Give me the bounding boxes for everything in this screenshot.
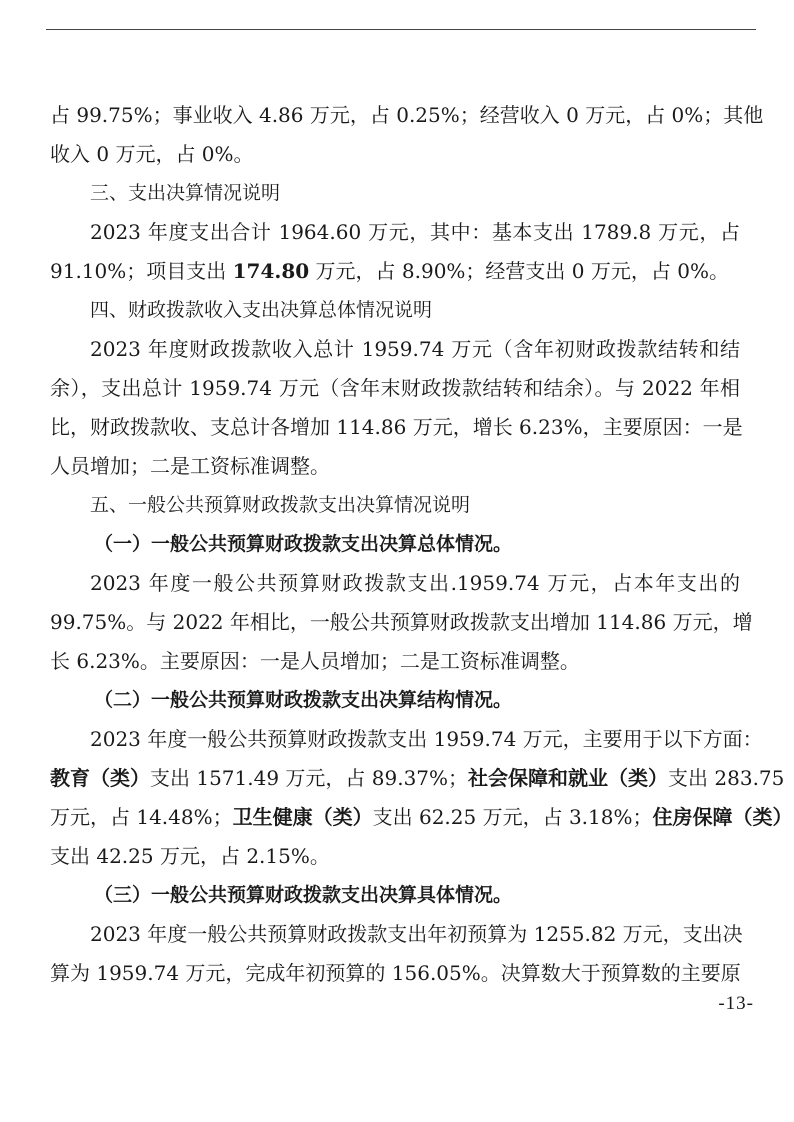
text-span: 支出 283.75 (668, 766, 785, 790)
paragraph-line: 余），支出总计 1959.74 万元（含年末财政拨款结转和结余）。与 2022 年相 (50, 376, 740, 400)
text-span: 支出 1571.49 万元，占 89.37%； (150, 766, 469, 790)
section-heading-3: 三、支出决算情况说明 (90, 182, 281, 204)
text-span: 91.10%；项目支出 (50, 259, 233, 283)
subsection-heading-1: （一）一般公共预算财政拨款支出决算总体情况。 (94, 533, 513, 555)
subsection-heading-3: （三）一般公共预算财政拨款支出决算具体情况。 (94, 884, 513, 906)
paragraph-line: 长 6.23%。主要原因：一是人员增加；二是工资标准调整。 (50, 649, 580, 673)
paragraph-line: 收入 0 万元，占 0%。 (50, 142, 254, 166)
paragraph-line: 算为 1959.74 万元，完成年初预算的 156.05%。决算数大于预算数的主要原 (50, 961, 741, 985)
text-span: 万元，占 14.48%； (50, 805, 233, 829)
section-heading-4: 四、财政拨款收入支出决算总体情况说明 (90, 299, 433, 321)
text-span: 支出 62.25 万元，占 3.18%； (372, 805, 653, 829)
bold-value: 174.80 (232, 259, 310, 283)
page-number: -13- (718, 993, 754, 1014)
paragraph-line: 2023 年度一般公共预算财政拨款支出年初预算为 1255.82 万元，支出决 (90, 922, 743, 946)
text-span: 万元，占 8.90%；经营支出 0 万元，占 0%。 (309, 259, 729, 283)
category-label: 卫生健康（类） (232, 805, 373, 829)
paragraph-line: 占 99.75%；事业收入 4.86 万元，占 0.25%；经营收入 0 万元，占 0%；其他 (50, 103, 764, 127)
subsection-heading-2: （二）一般公共预算财政拨款支出决算结构情况。 (94, 689, 513, 711)
body-text (50, 96, 793, 993)
paragraph-line: 人员增加；二是工资标准调整。 (50, 454, 330, 478)
paragraph-line: 支出 42.25 万元，占 2.15%。 (50, 844, 330, 868)
paragraph-line: 2023 年度一般公共预算财政拨款支出.1959.74 万元，占本年支出的 (90, 571, 740, 595)
header-rule (46, 29, 756, 30)
paragraph-line: 2023 年度支出合计 1964.60 万元，其中：基本支出 1789.8 万元，占 (90, 220, 740, 244)
paragraph-line (50, 759, 785, 798)
paragraph-line: 2023 年度一般公共预算财政拨款支出 1959.74 万元，主要用于以下方面： (90, 727, 763, 751)
paragraph-line (50, 252, 740, 291)
category-label: 社会保障和就业（类） (468, 766, 669, 790)
category-label: 教育（类） (50, 766, 150, 790)
paragraph-line: 比，财政拨款收、支总计各增加 114.86 万元，增长 6.23%，主要原因：一是 (50, 415, 743, 439)
paragraph-line (50, 798, 793, 837)
category-label: 住房保障（类） (652, 805, 793, 829)
paragraph-line: 99.75%。与 2022 年相比，一般公共预算财政拨款支出增加 114.86 万元，增 (50, 610, 753, 634)
paragraph-line: 2023 年度财政拨款收入总计 1959.74 万元（含年初财政拨款结转和结 (90, 337, 740, 361)
section-heading-5: 五、一般公共预算财政拨款支出决算情况说明 (90, 494, 471, 516)
